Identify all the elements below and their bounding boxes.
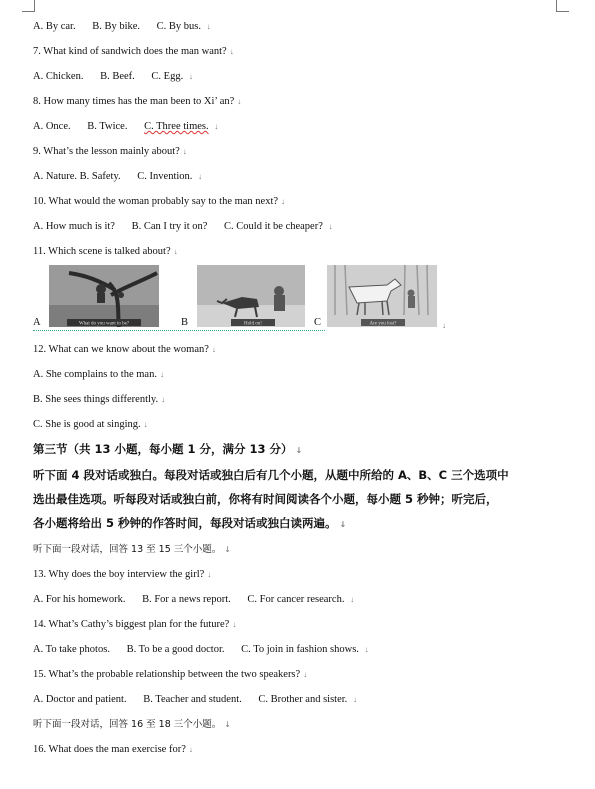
q9-option-c: C. Invention. — [137, 171, 193, 182]
paragraph-mark: ↓ — [303, 670, 308, 679]
paragraph-mark: ↓ — [198, 172, 203, 181]
paragraph-mark: ↓ — [295, 446, 303, 455]
crop-mark-right — [556, 0, 569, 12]
paragraph-mark: ↓ — [232, 620, 237, 629]
q12-stem — [33, 337, 568, 362]
q12-option-b-row — [33, 387, 568, 412]
caption-a: What do you want to be? — [78, 321, 130, 327]
q12-text: 12. What can we know about the woman? — [33, 344, 209, 355]
q14-option-b: B. To be a good doctor. — [126, 644, 225, 655]
paragraph-mark: ↓ — [364, 645, 369, 654]
paragraph-mark: ↓ — [143, 420, 148, 429]
q12-option-c: C. She is good at singing. — [33, 419, 141, 430]
dialog-1-note — [33, 537, 568, 562]
q10-option-a: A. How much is it? — [33, 221, 115, 232]
q13-text: 13. Why does the boy interview the girl? — [33, 569, 205, 580]
q7-option-a: A. Chicken. — [33, 71, 84, 82]
paragraph-mark: ↓ — [188, 745, 193, 754]
caption-c: Are you lost? — [369, 321, 397, 327]
q6-option-c: C. By bus. — [156, 21, 202, 32]
q8-text: 8. How many times has the man been to Xi’ an? — [33, 96, 235, 107]
paragraph-mark: ↓ — [352, 695, 357, 704]
q11-image-b-label: B — [181, 317, 189, 328]
q10-stem — [33, 189, 568, 214]
caption-b: Hold on! — [244, 321, 262, 327]
paragraph-mark: ↓ — [211, 345, 216, 354]
document-page — [33, 14, 568, 762]
q8-options — [33, 114, 568, 139]
section-3-instructions-line-3-text: 各小题将给出 5 秒钟的作答时间，每段对话或独白读两遍。 — [33, 516, 337, 530]
crop-mark-left — [22, 0, 35, 12]
section-3-instructions-line-1: 听下面 4 段对话或独白。每段对话或独白后有几个小题，从题中所给的 A、B、C 三个选项中 — [33, 468, 509, 482]
section-3-title — [33, 437, 568, 463]
paragraph-mark: ↓ — [206, 22, 211, 31]
paragraph-mark: ↓ — [281, 197, 286, 206]
q13-options — [33, 587, 568, 612]
q11-image-c — [327, 265, 437, 327]
q14-option-a: A. To take photos. — [33, 644, 110, 655]
paragraph-mark: ↓ — [214, 122, 219, 131]
dialog-1-note-text: 听下面一段对话，回答 13 至 15 三个小题。 — [33, 544, 222, 555]
q10-options — [33, 214, 568, 239]
q6-options — [33, 14, 568, 39]
q7-options — [33, 64, 568, 89]
q15-option-b: B. Teacher and student. — [143, 694, 242, 705]
q12-option-a: A. She complains to the man. — [33, 369, 157, 380]
q6-option-a: A. By car. — [33, 21, 76, 32]
paragraph-mark: ↓ — [442, 321, 446, 330]
q10-text: 10. What would the woman probably say to the man next? — [33, 196, 279, 207]
q12-option-a-row — [33, 362, 568, 387]
q10-option-b: B. Can I try it on? — [131, 221, 208, 232]
paragraph-mark: ↓ — [173, 247, 178, 256]
q6-option-b: B. By bike. — [92, 21, 141, 32]
q9-stem — [33, 139, 568, 164]
dialog-2-note-text: 听下面一段对话，回答 16 至 18 三个小题。 — [33, 719, 222, 730]
paragraph-mark: ↓ — [350, 595, 355, 604]
paragraph-mark: ↓ — [328, 222, 333, 231]
q14-options — [33, 637, 568, 662]
q7-stem — [33, 39, 568, 64]
fox-boy-illustration — [197, 265, 305, 327]
paragraph-mark: ↓ — [339, 520, 347, 529]
q8-option-b: B. Twice. — [87, 121, 128, 132]
q14-text: 14. What’s Cathy’s biggest plan for the future? — [33, 619, 230, 630]
q7-option-b: B. Beef. — [100, 71, 135, 82]
q9-option-ab: A. Nature. B. Safety. — [33, 171, 121, 182]
q15-option-a: A. Doctor and patient. — [33, 694, 127, 705]
q11-text: 11. Which scene is talked about? — [33, 246, 171, 257]
q16-text: 16. What does the man exercise for? — [33, 744, 186, 755]
q11-image-a-label: A — [33, 317, 41, 328]
q16-stem — [33, 737, 568, 762]
paragraph-mark: ↓ — [224, 720, 231, 729]
tree-boy-illustration — [49, 265, 159, 327]
q9-options — [33, 164, 568, 189]
q15-option-c: C. Brother and sister. — [258, 694, 348, 705]
paragraph-mark: ↓ — [159, 370, 164, 379]
q9-text: 9. What’s the lesson mainly about? — [33, 146, 180, 157]
q7-text: 7. What kind of sandwich does the man want? — [33, 46, 227, 57]
q8-option-a: A. Once. — [33, 121, 71, 132]
q11-stem — [33, 239, 568, 264]
paragraph-mark: ↓ — [207, 570, 212, 579]
q13-option-b: B. For a news report. — [142, 594, 231, 605]
horse-forest-illustration — [327, 265, 437, 327]
q13-option-a: A. For his homework. — [33, 594, 126, 605]
section-3-title-text: 第三节（共 13 小题，每小题 1 分，满分 13 分） — [33, 442, 293, 456]
q8-stem — [33, 89, 568, 114]
q15-text: 15. What’s the probable relationship between the two speakers? — [33, 669, 301, 680]
paragraph-mark: ↓ — [188, 72, 193, 81]
q13-stem — [33, 562, 568, 587]
q12-option-c-row — [33, 412, 568, 437]
paragraph-mark: ↓ — [224, 545, 231, 554]
paragraph-mark: ↓ — [161, 395, 166, 404]
q11-image-b — [197, 265, 305, 327]
q14-stem — [33, 612, 568, 637]
q7-option-c: C. Egg. — [151, 71, 184, 82]
q13-option-c: C. For cancer research. — [247, 594, 345, 605]
paragraph-mark: ↓ — [229, 47, 234, 56]
q11-image-options — [33, 265, 568, 337]
paragraph-mark: ↓ — [237, 97, 242, 106]
dialog-2-note — [33, 712, 568, 737]
q8-option-c: C. Three times. — [144, 121, 209, 132]
q11-image-c-label: C — [314, 317, 322, 328]
q12-option-b: B. She sees things differently. — [33, 394, 159, 405]
q10-option-c: C. Could it be cheaper? — [224, 221, 323, 232]
q14-option-c: C. To join in fashion shows. — [241, 644, 359, 655]
section-3-instructions-line-3 — [33, 511, 568, 537]
q11-image-a — [49, 265, 159, 327]
q15-options — [33, 687, 568, 712]
q15-stem — [33, 662, 568, 687]
grammar-underline — [33, 330, 325, 331]
paragraph-mark: ↓ — [182, 147, 187, 156]
section-3-instructions-line-2: 选出最佳选项。听每段对话或独白前，你将有时间阅读各个小题，每小题 5 秒钟；听完后， — [33, 492, 498, 506]
